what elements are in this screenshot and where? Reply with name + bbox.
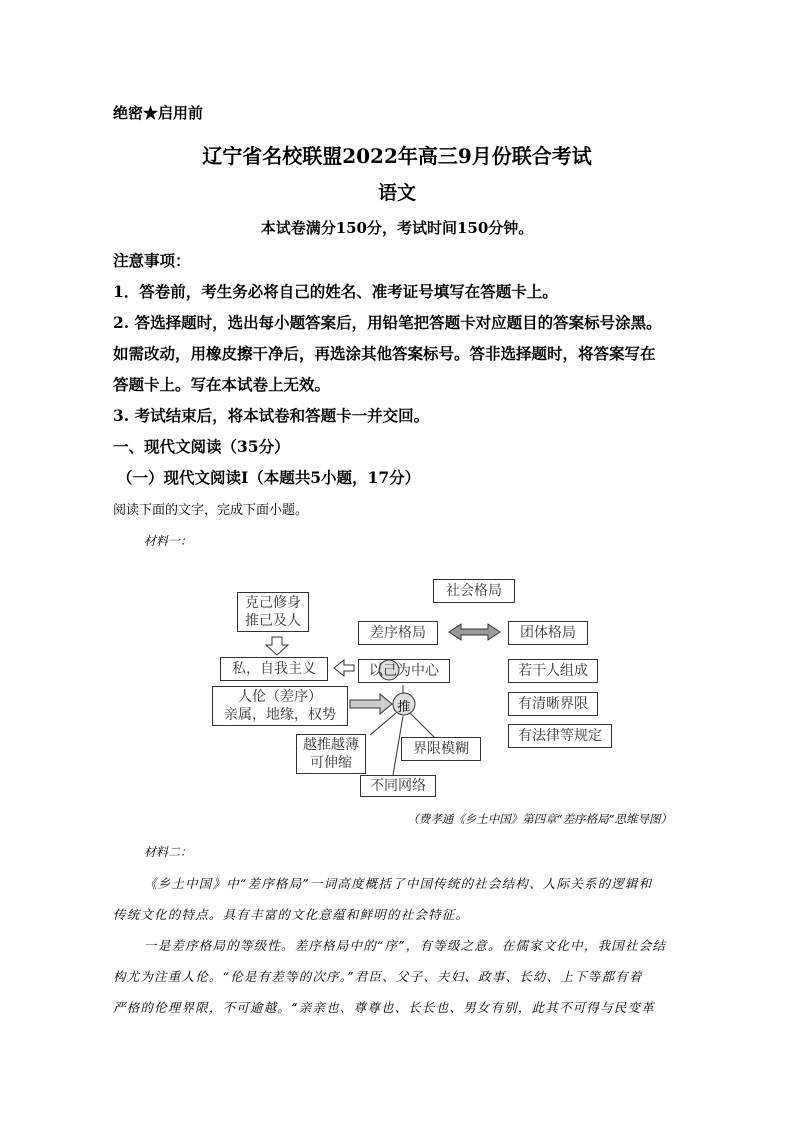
ethics-line1: 人伦（差序）	[238, 689, 322, 705]
down-arrow-icon	[266, 637, 288, 655]
thinner-line2: 可伸缩	[310, 755, 352, 771]
note-item: 1．答卷前，考生务必将自己的姓名、准考证号填写在答题卡上。	[113, 282, 558, 301]
double-arrow-icon	[449, 624, 500, 640]
paragraph-line: 《乡土中国》中“差序格局”一词高度概括了中国传统的社会结构、人际关系的逻辑和	[144, 876, 653, 891]
self-cultivation-line1: 克己修身	[245, 595, 301, 611]
exam-title: 辽宁省名校联盟2022年高三9月份联合考试	[202, 144, 592, 168]
right-arrow-icon	[350, 694, 392, 714]
paragraph-line: 构尤为注重人伦。“伦是有差等的次序。”君臣、父子、夫妇、政事、长幼、上下等都有着	[113, 969, 643, 984]
instruction-text: 阅读下面的文字，完成下面小题。	[113, 503, 309, 518]
note-item: 2. 答选择题时，选出每小题答案后，用铅笔把答题卡对应题目的答案标号涂黑。	[113, 313, 662, 332]
self-cultivation-box	[237, 592, 309, 632]
push-label: 推	[397, 700, 411, 715]
note-item: 答题卡上。写在本试卷上无效。	[113, 375, 331, 394]
self-cultivation-line2: 推己及人	[245, 613, 301, 629]
subsection-title: （一）现代文阅读Ⅰ（本题共5小题，17分）	[117, 468, 421, 487]
thinner-box	[296, 734, 366, 774]
note-item: 如需改动，用橡皮擦干净后，再选涂其他答案标号。答非选择题时，将答案写在	[113, 344, 656, 363]
paragraph-line: 一是差序格局的等级性。差序格局中的“序”，有等级之意。在儒家文化中，我国社会结	[144, 938, 667, 953]
subject-title: 语文	[377, 182, 416, 204]
paragraph-line: 严格的伦理界限，不可逾越。“亲亲也、尊尊也、长长也、男女有别，此其不可得与民变革	[113, 1000, 655, 1015]
different-networks-box: 不同网络	[360, 775, 436, 797]
confidential-label: 绝密★启用前	[113, 104, 204, 122]
group-trait-box: 有清晰界限	[508, 692, 598, 716]
score-info: 本试卷满分150分，考试时间150分钟。	[260, 219, 534, 237]
blurry-boundary-box: 界限模糊	[401, 737, 481, 761]
left-arrow-icon	[334, 660, 354, 676]
material-one-label: 材料一：	[144, 534, 193, 548]
note-item: 3. 考试结束后，将本试卷和答题卡一并交回。	[113, 406, 430, 425]
ethics-box	[212, 686, 348, 726]
social-pattern-box: 社会格局	[433, 579, 515, 603]
thinner-line1: 越推越薄	[303, 737, 359, 753]
notes-heading: 注意事项：	[113, 251, 191, 270]
paragraph-line: 传统文化的特点。具有丰富的文化意蕴和鲜明的社会特征。	[113, 907, 470, 922]
group-pattern-box: 团体格局	[508, 621, 588, 645]
selfish-box: 私，自我主义	[220, 657, 328, 681]
diagram-caption: （费孝通《乡土中国》第四章“差序格局”思维导图）	[407, 812, 672, 826]
section-title: 一、现代文阅读（35分）	[113, 437, 290, 456]
differential-pattern-box: 差序格局	[358, 621, 438, 645]
self-center-box: 以己为中心	[358, 659, 450, 683]
material-two-label: 材料二：	[144, 845, 193, 859]
ethics-line2: 亲属，地缘，权势	[224, 707, 336, 723]
group-trait-box: 有法律等规定	[508, 724, 612, 748]
group-trait-box: 若干人组成	[508, 659, 598, 683]
